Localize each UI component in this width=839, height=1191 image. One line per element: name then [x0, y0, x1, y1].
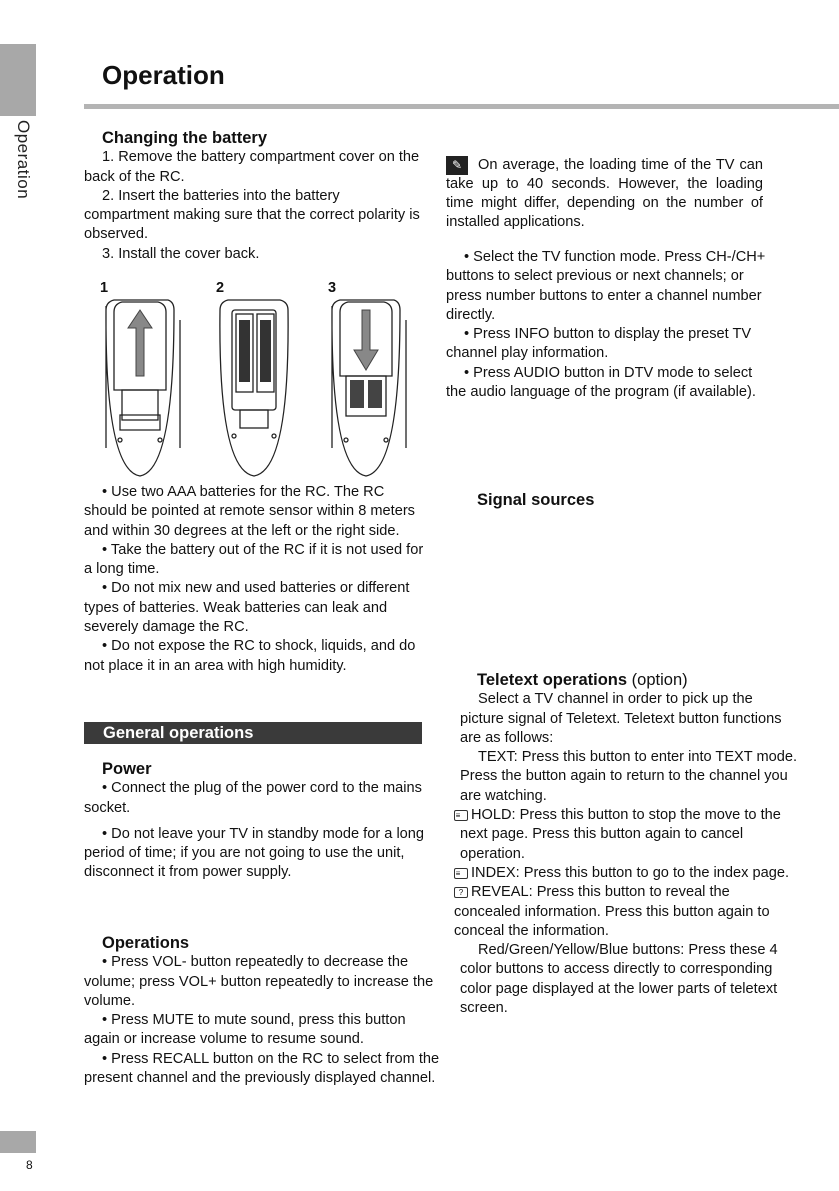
operations-bullet: • Press MUTE to mute sound, press this button again or increase volume to resume sound. — [84, 1012, 406, 1048]
teletext-index-item: INDEX: Press this button to go to the index page. — [471, 864, 790, 881]
remote-illustrations — [100, 280, 412, 480]
battery-heading: Changing the battery — [102, 129, 268, 147]
battery-bullet: • Do not mix new and used batteries or different types of batteries. Weak batteries can leak and severely damage the RC. — [84, 580, 410, 636]
figure-label-2: 2 — [216, 280, 225, 296]
remote-body-2 — [220, 300, 288, 476]
hold-icon: ≡ — [454, 810, 468, 821]
side-label: Operation — [14, 120, 33, 200]
page-number: 8 — [26, 1158, 33, 1172]
reveal-icon: ? — [454, 887, 468, 898]
teletext-text-item: TEXT: Press this button to enter into TEXT mode. Press the button again to return to the channel you are watching. — [460, 749, 798, 804]
battery-step: 2. Insert the batteries into the battery compartment making sure that the correct polarity is observed. — [84, 187, 420, 243]
note-box — [446, 156, 763, 232]
tv-bullet: • Press INFO button to display the preset TV channel play information. — [446, 326, 752, 362]
figure-label-1: 1 — [100, 280, 109, 296]
battery-notes — [84, 483, 426, 676]
tv-bullet: • Select the TV function mode. Press CH-/CH+ buttons to select previous or next channels; or press number buttons to enter a channel number directly. — [446, 249, 766, 323]
teletext-reveal-item: REVEAL: Press this button to reveal the concealed information. Press this button again to conceal the information. — [454, 884, 770, 939]
tv-bullet: • Press AUDIO button in DTV mode to select the audio language of the program (if available). — [446, 364, 756, 401]
power-section — [84, 760, 426, 883]
note-text: On average, the loading time of the TV can take up to 40 seconds. However, the loading time might differ, depending on the number of installed applications. — [446, 157, 763, 230]
operations-bullet: • Press RECALL button on the RC to select from the present channel and the previously displayed channel. — [84, 1050, 440, 1087]
teletext-heading: Teletext operations — [477, 671, 628, 689]
battery-section — [84, 129, 426, 264]
teletext-option: (option) — [631, 671, 688, 689]
side-tab — [0, 44, 36, 116]
teletext-intro: Select a TV channel in order to pick up the picture signal of Teletext. Teletext button functions are as follows: — [460, 691, 782, 746]
general-operations-bar: General operations — [84, 722, 422, 744]
battery-figure — [100, 280, 412, 480]
arrow-down-icon — [354, 310, 378, 370]
tv-mode-section — [446, 248, 770, 402]
power-bullet: • Connect the plug of the power cord to the mains socket. — [84, 780, 422, 816]
arrow-up-icon — [128, 310, 152, 376]
battery-bullet: • Do not expose the RC to shock, liquids, and do not place it in an area with high humidity. — [84, 638, 416, 674]
page-tab — [0, 1131, 36, 1153]
battery-bullet: • Use two AAA batteries for the RC. The RC should be pointed at remote sensor within 8 meters and within 30 degrees at the left or the right side. — [84, 484, 415, 539]
page-title: Operation — [102, 60, 225, 90]
teletext-color-item: Red/Green/Yellow/Blue buttons: Press these 4 color buttons to access directly to corresponding color page displayed at the lower parts of teletext screen. — [460, 942, 778, 1017]
figure-label-3: 3 — [328, 280, 337, 296]
signal-heading: Signal sources — [477, 491, 595, 509]
index-icon: ≡ — [454, 868, 468, 879]
title-rule — [84, 104, 839, 109]
power-bullet: • Do not leave your TV in standby mode for a long period of time; if you are not going to use the unit, disconnect it from power supply. — [84, 825, 425, 881]
battery-bullet: • Take the battery out of the RC if it is not used for a long time. — [84, 541, 424, 578]
operations-bullet: • Press VOL- button repeatedly to decrease the volume; press VOL+ button repeatedly to increase the volume. — [84, 954, 434, 1009]
operations-heading: Operations — [102, 934, 190, 952]
battery-step: 1. Remove the battery compartment cover on the back of the RC. — [84, 149, 420, 185]
power-heading: Power — [102, 760, 152, 778]
note-pen-icon: ✎ — [446, 156, 468, 175]
operations-section — [84, 934, 440, 1088]
teletext-section — [454, 671, 799, 1018]
battery-step: 3. Install the cover back. — [102, 245, 260, 262]
teletext-hold-item: HOLD: Press this button to stop the move to the next page. Press this button again to cancel operation. — [460, 807, 781, 862]
signal-section — [477, 491, 594, 510]
